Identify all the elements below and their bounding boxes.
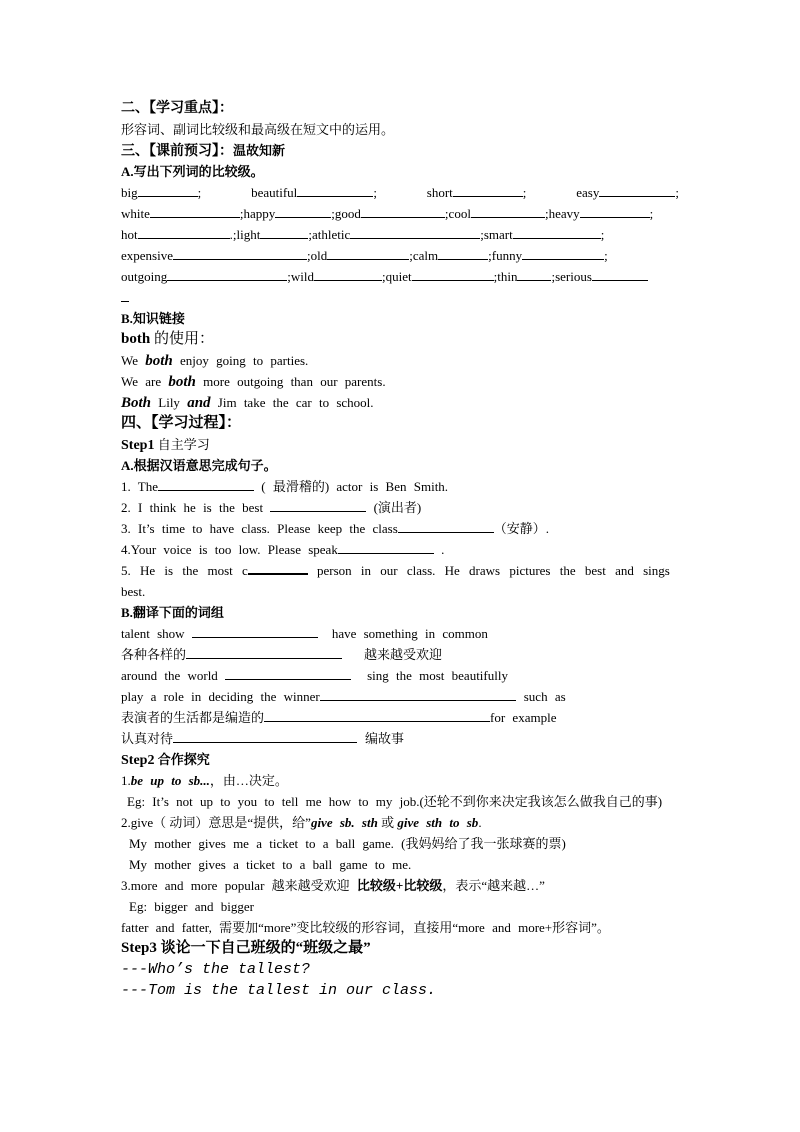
blank-light[interactable]: [260, 225, 308, 239]
comparative-row-4: expensive ;old ;calm ;funny ;: [121, 248, 608, 263]
note-1-keyword: be up to sb...: [130, 773, 210, 788]
note-2-pre: 2.give（ 动词）意思是“提供，给”: [121, 815, 311, 830]
s4-pre: 4.Your voice is too low. Please speak: [121, 542, 338, 557]
word-big: big: [121, 185, 138, 200]
phrase-talent-show: talent show: [121, 626, 192, 641]
phrase-sing-beautifully: sing the most beautifully: [367, 668, 508, 683]
section-2-content: 形容词、副词比较级和最高级在短文中的运用。: [121, 122, 395, 137]
word-funny: funny: [491, 248, 523, 263]
blank-around-the-world[interactable]: [225, 666, 351, 680]
phrase-row-2: [121, 644, 679, 665]
s2-post: (演出者): [366, 500, 422, 515]
comparative-row-1: big ; beautiful ; short ; easy ;: [121, 185, 679, 200]
blank-wild[interactable]: [314, 267, 382, 281]
note-2-post: .: [478, 815, 482, 830]
sentence-2: [121, 497, 679, 518]
blank-play-a-role[interactable]: [320, 687, 516, 701]
word-outgoing: outgoing: [121, 269, 168, 284]
blank-hot[interactable]: [138, 225, 230, 239]
blank-heavy[interactable]: [580, 204, 650, 218]
phrase-for-example: for example: [490, 710, 557, 725]
word-short: short: [426, 185, 453, 200]
both-word: both: [121, 331, 151, 347]
word-thin: thin: [497, 269, 518, 284]
sentence-1: [121, 476, 679, 497]
blank-white[interactable]: [150, 204, 240, 218]
part-b-title: B.知识链接: [121, 311, 185, 326]
blank-happy[interactable]: [275, 204, 331, 218]
both-usage-title: [121, 329, 679, 350]
part-a-title: A.写出下列词的比较级。: [121, 164, 264, 179]
ex2-pre: We are: [121, 374, 169, 389]
dialogue-question: ---Who’s the tallest?: [121, 961, 311, 978]
blank-s4[interactable]: [338, 540, 434, 554]
phrase-row-3: [121, 665, 679, 686]
both-example-2: [121, 371, 679, 392]
step2-name: 合作探究: [154, 752, 210, 767]
s3-pre: 3. It’s time to have class. Please keep the class: [121, 521, 398, 536]
both-title-rest: 的使用：: [150, 331, 214, 347]
s1-post: ( 最滑稽的) actor is Ben Smith.: [253, 479, 449, 494]
word-white: white: [121, 206, 150, 221]
note-2-example-1: My mother gives me a ticket to a ball game. (我妈妈给了我一张球赛的票): [129, 836, 566, 851]
phrase-performers-life: 表演者的生活都是编造的: [121, 710, 265, 725]
word-serious: serious: [555, 269, 592, 284]
blank-quiet[interactable]: [412, 267, 494, 281]
both-example-3: [121, 392, 679, 413]
blank-s2[interactable]: [270, 498, 366, 512]
ex3-keyword-1: Both: [121, 395, 152, 411]
blank-various[interactable]: [186, 645, 342, 659]
note-3-pre: 3.more and more popular 越来越受欢迎: [121, 878, 357, 893]
note-2-keyword-1: give sb. sth: [310, 815, 378, 830]
blank-outgoing[interactable]: [167, 267, 287, 281]
phrase-take-seriously: 认真对待: [121, 731, 174, 746]
note-2-mid: 或: [377, 815, 398, 830]
ex3-mid: Lily: [151, 395, 188, 410]
note-2-example-2: My mother gives a ticket to a ball game to me.: [129, 857, 412, 872]
step2-label: Step2: [121, 753, 155, 768]
blank-easy[interactable]: [599, 183, 675, 197]
note-1: [121, 770, 679, 791]
comparative-row-3: hot .;light ;athletic ;smart ;: [121, 227, 605, 242]
section-3-subtitle: 温故知新: [233, 143, 286, 158]
note-3-explanation: fatter and fatter, 需要加“more”变比较级的形容词，直接用“more and more+形容词”。: [121, 920, 610, 935]
ex2-post: more outgoing than our parents.: [195, 374, 386, 389]
blank-serious[interactable]: [592, 267, 648, 281]
word-athletic: athletic: [311, 227, 351, 242]
note-1-num: 1.: [121, 773, 131, 788]
step1-label: Step1: [121, 438, 155, 453]
phrase-row-6: [121, 728, 679, 749]
sentence-3: [121, 518, 679, 539]
s5-post: person in our class. He draws pictures the best and sings best.: [121, 563, 670, 599]
blank-short[interactable]: [453, 183, 523, 197]
sentence-4: [121, 539, 679, 560]
s5-pre: 5. He is the most c: [121, 563, 248, 578]
blank-cool[interactable]: [471, 204, 545, 218]
comparative-row-2: white ;happy ;good ;cool ;heavy ;: [121, 206, 654, 221]
word-expensive: expensive: [121, 248, 173, 263]
note-2: [121, 812, 679, 833]
worksheet-page: [121, 98, 679, 1001]
ex3-keyword-2: and: [187, 395, 211, 411]
section-4-title: 四、【学习过程】：: [121, 415, 242, 431]
blank-beautiful[interactable]: [297, 183, 373, 197]
blank-s1[interactable]: [158, 477, 254, 491]
dialogue-answer: ---Tom is the tallest in our class.: [121, 982, 437, 999]
phrase-make-up-stories: 编故事: [365, 731, 405, 746]
phrase-have-something-in-common: have something in common: [331, 626, 488, 641]
blank-old[interactable]: [327, 246, 409, 260]
step3-heading: Step3 谈论一下自己班级的“班级之最”: [121, 940, 371, 956]
blank-serious-wrap[interactable]: [121, 288, 129, 302]
blank-big[interactable]: [138, 183, 198, 197]
step1-heading: [121, 434, 679, 455]
phrase-more-popular: 越来越受欢迎: [364, 647, 443, 662]
blank-s3[interactable]: [398, 519, 494, 533]
s3-post: （安静）.: [493, 521, 550, 536]
blank-athletic[interactable]: [350, 225, 480, 239]
word-calm: calm: [412, 248, 439, 263]
note-1-rest: ，由…决定。: [209, 773, 288, 788]
note-3-keyword: 比较级+比较级: [356, 878, 443, 893]
ex3-post: Jim take the car to school.: [210, 395, 374, 410]
word-hot: hot: [121, 227, 138, 242]
both-example-1: [121, 350, 679, 371]
blank-take-seriously[interactable]: [173, 729, 357, 743]
word-happy: happy: [243, 206, 276, 221]
blank-s5[interactable]: [248, 560, 308, 575]
sentence-5: [121, 560, 679, 602]
word-smart: smart: [483, 227, 513, 242]
ex1-pre: We: [121, 353, 146, 368]
note-3-example: Eg: bigger and bigger: [129, 899, 254, 914]
section-2-title: 二、【学习重点】：: [121, 101, 233, 116]
section-3-title: [121, 140, 679, 161]
blank-calm[interactable]: [438, 246, 488, 260]
comparative-row-5-continued: [121, 287, 679, 308]
word-quiet: quiet: [385, 269, 412, 284]
blank-talent-show[interactable]: [192, 624, 318, 638]
s1-pre: 1. The: [121, 479, 158, 494]
word-light: light: [236, 227, 261, 242]
section-3-heading: 三、【课前预习】：: [121, 144, 233, 159]
step1-part-a-title: A.根据汉语意思完成句子。: [121, 458, 277, 473]
s4-post: .: [433, 542, 445, 557]
note-2-keyword-2: give sth to sb: [397, 815, 479, 830]
blank-good[interactable]: [361, 204, 445, 218]
blank-expensive[interactable]: [173, 246, 307, 260]
phrase-around-the-world: around the world: [121, 668, 226, 683]
s2-pre: 2. I think he is the best: [121, 500, 271, 515]
ex1-post: enjoy going to parties.: [172, 353, 309, 368]
phrase-play-a-role: play a role in deciding the winner: [121, 689, 320, 704]
blank-funny[interactable]: [522, 246, 604, 260]
phrase-various: 各种各样的: [121, 647, 187, 662]
ex2-keyword: both: [168, 374, 196, 390]
word-good: good: [334, 206, 361, 221]
word-cool: cool: [448, 206, 471, 221]
word-old: old: [310, 248, 328, 263]
word-wild: wild: [290, 269, 314, 284]
note-3-post: ，表示“越来越…”: [442, 878, 545, 893]
phrase-row-4: [121, 686, 679, 707]
blank-performers-life[interactable]: [264, 708, 490, 722]
comparative-row-5: outgoing ;wild ;quiet ;thin ;serious: [121, 266, 679, 287]
blank-smart[interactable]: [513, 225, 601, 239]
word-beautiful: beautiful: [251, 185, 298, 200]
step1-name: 自主学习: [154, 437, 210, 452]
phrase-such-as: such as: [523, 689, 566, 704]
note-1-example: Eg: It’s not up to you to tell me how to my job.(还轮不到你来决定我该怎么做我自己的事): [127, 794, 663, 809]
word-easy: easy: [576, 185, 600, 200]
phrase-row-5: [121, 707, 679, 728]
phrase-row-1: [121, 623, 679, 644]
blank-thin[interactable]: [517, 267, 551, 281]
note-3: [121, 875, 679, 896]
ex1-keyword: both: [145, 353, 173, 369]
step2-heading: [121, 749, 679, 770]
word-heavy: heavy: [548, 206, 580, 221]
step1-part-b-title: B.翻译下面的词组: [121, 605, 224, 620]
